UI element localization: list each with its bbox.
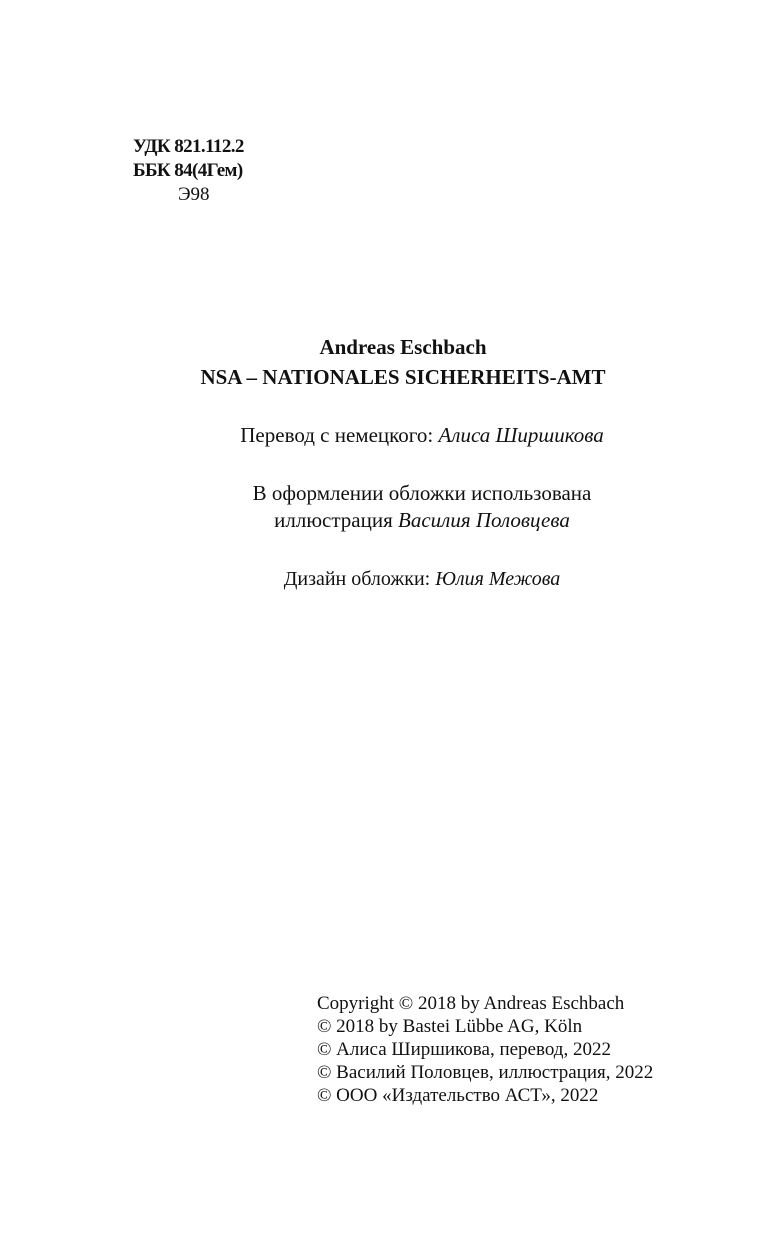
book-title: NSA – NATIONALES SICHERHEITS-AMT — [200, 365, 606, 389]
book-author: Andreas Eschbach — [319, 335, 487, 359]
copyright-line: Copyright © 2018 by Andreas Eschbach — [317, 993, 625, 1014]
illustrator-name: Василия Половцева — [398, 508, 570, 532]
translator-name: Алиса Ширшикова — [438, 423, 604, 447]
title-block — [0, 333, 768, 391]
bbk-code: ББК 84(4Гем) — [133, 160, 243, 181]
author-mark: Э98 — [178, 184, 210, 205]
copyright-line: © Василий Половцев, иллюстрация, 2022 — [317, 1062, 654, 1083]
translation-credit — [38, 422, 768, 449]
udk-code: УДК 821.112.2 — [133, 136, 244, 157]
copyright-block — [317, 992, 653, 1107]
design-credit — [38, 566, 768, 593]
designer-name: Юлия Межова — [435, 568, 561, 590]
classification-codes — [133, 135, 244, 207]
design-label: Дизайн обложки: — [283, 568, 436, 590]
copyright-line: © 2018 by Bastei Lübbe AG, Köln — [317, 1016, 583, 1037]
illustration-line1: В оформлении обложки использована — [252, 481, 592, 505]
copyright-line: © Алиса Ширшикова, перевод, 2022 — [317, 1039, 611, 1060]
illustration-credit — [38, 480, 768, 534]
copyright-line: © ООО «Издательство АСТ», 2022 — [317, 1085, 599, 1106]
translation-label: Перевод с немецкого: — [240, 423, 439, 447]
illustration-line2 — [38, 507, 768, 534]
illustration-label: иллюстрация — [274, 508, 399, 532]
